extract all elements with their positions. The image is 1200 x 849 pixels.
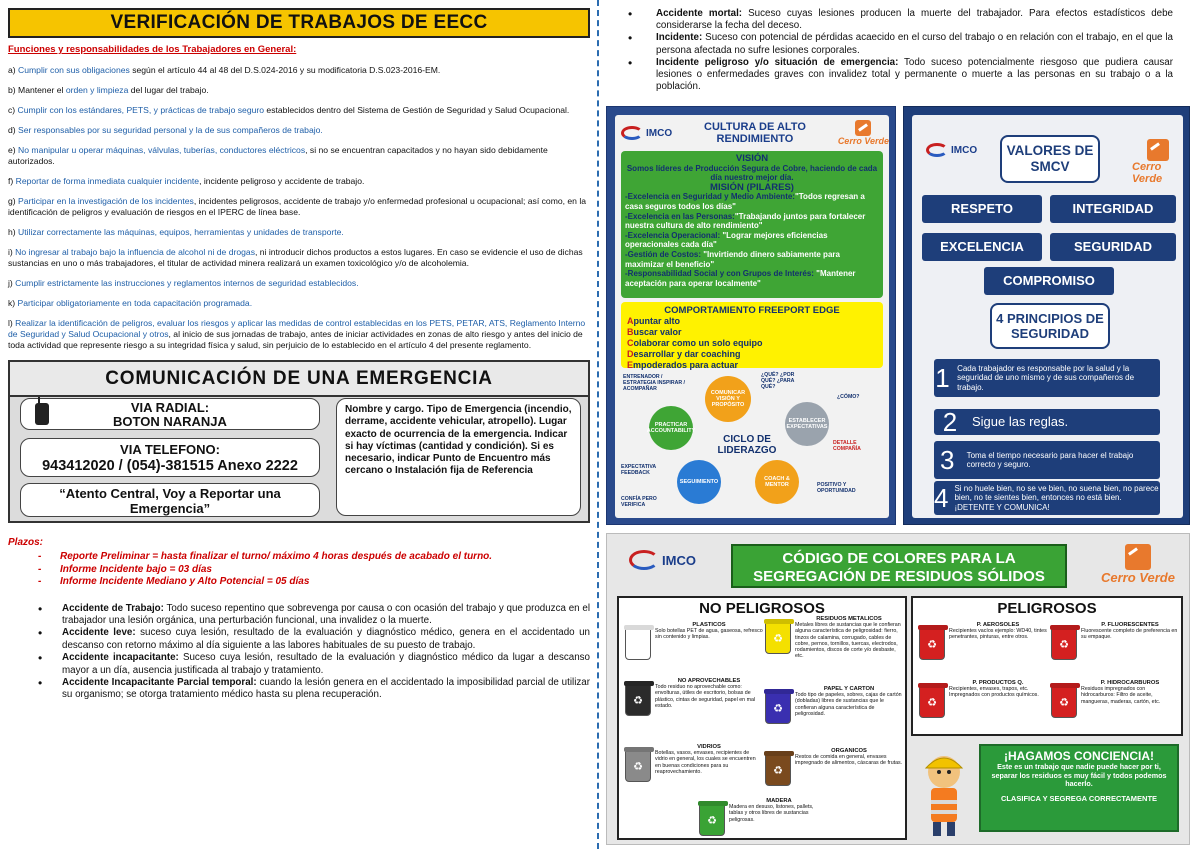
imco-swoosh-icon xyxy=(926,143,948,157)
mision-value: "Invirtiendo dinero sabiamente para maximizar el beneficio" xyxy=(625,249,840,269)
mision-item xyxy=(625,250,879,269)
mision-list xyxy=(625,192,879,288)
definition-text: Suceso cuya lesión, resultado de la evaluación y diagnóstico médico da lugar a descanso mayor a un día, ausencia justificada al trabajo y tratamiento. xyxy=(62,652,591,676)
recycle-bin-icon xyxy=(765,692,791,724)
column-divider xyxy=(597,0,599,849)
definition-term: Accidente incapacitante: xyxy=(62,652,179,664)
phone-box xyxy=(20,438,320,477)
cerro-verde-icon xyxy=(1125,544,1151,570)
phone-label: VIA TELEFONO: xyxy=(120,442,220,457)
definition-item xyxy=(628,8,1173,32)
item-highlight: No manipular u operar máquinas, válvulas, tuberías, conductores eléctricos xyxy=(18,145,306,155)
gear-coach: COACH & MENTOR xyxy=(755,460,799,504)
item-rest: , ni introducir dichos productos a estos lugares. En caso se evidencie el uso de dichas sustancias en uno o más trabajadores, el titular de actividad minera realizará un examen toxicológico y/o de alcoholemia. xyxy=(8,247,583,268)
hagamos-box xyxy=(979,744,1179,832)
recycle-bin-icon xyxy=(1051,686,1077,718)
bin-desc: Todo tipo de papeles, sobres, cajas de cartón (dobladas) libres de sustancias que le confieran alguna característica de peligrosidad. xyxy=(795,692,902,717)
vision-text: Somos líderes de Producción Segura de Cobre, haciendo de cada día nuestro mejor día. xyxy=(626,163,878,183)
bin-description xyxy=(655,622,763,660)
item-prefix: l) xyxy=(8,318,16,328)
waste-bin-item xyxy=(765,616,903,659)
bin-name: RESIDUOS METALICOS xyxy=(816,616,882,622)
cerro-verde-logo xyxy=(838,120,889,146)
note-expectativa: EXPECTATIVA FEEDBACK xyxy=(621,464,656,476)
waste-bin-item xyxy=(919,622,1047,660)
definition-term: Accidente leve: xyxy=(62,627,136,639)
waste-bin-item xyxy=(625,744,763,782)
bin-description xyxy=(1081,680,1179,718)
waste-bin-item xyxy=(625,678,763,716)
edge-rest: puntar alto xyxy=(633,316,680,326)
imco-swoosh-icon xyxy=(621,126,643,140)
plazo-item: - Informe Incidente Mediano y Alto Potencial = 05 días xyxy=(38,576,590,589)
definition-item xyxy=(38,652,590,677)
imco-text: IMCO xyxy=(646,127,673,139)
edge-letter: C xyxy=(627,338,634,348)
definition-text: Todo suceso potencialmente riesgoso que pudiera causar lesiones o enfermedades graves con invalidez total y permanente o muerte a las personas en su trabajo o a la población. xyxy=(656,56,1173,93)
edge-rest: olaborar como un solo equipo xyxy=(633,338,763,348)
emergency-panel xyxy=(8,360,590,523)
item-highlight: Participar obligatoriamente en toda capacitación programada. xyxy=(17,298,253,308)
waste-bin-item xyxy=(1051,622,1179,660)
principio-number: 2 xyxy=(942,406,958,437)
walkie-talkie-icon xyxy=(35,403,49,425)
bin-name: ORGANICOS xyxy=(831,748,867,754)
cultura-title: CULTURA DE ALTO RENDIMIENTO xyxy=(704,121,806,145)
responsibility-item xyxy=(8,125,590,136)
bin-name: P. HIDROCARBUROS xyxy=(1100,680,1160,686)
imco-swoosh-icon xyxy=(629,550,659,570)
imco-logo xyxy=(621,126,672,140)
peligrosos-box xyxy=(911,596,1183,736)
item-rest: , al inicio de sus jornadas de trabajo, antes de iniciar actividades en zonas de alto riesgo y antes del inicio de toda actividad que represente riesgo a su integridad física y salud, sin perjuicio de lo establecido en el artículo 4 del presente reglamento. xyxy=(8,329,583,350)
definition-item xyxy=(628,57,1173,94)
page-title: VERIFICACIÓN DE TRABAJOS DE EECC xyxy=(8,8,590,38)
principio-text: Sigue las reglas. xyxy=(972,414,1069,429)
edge-letter: D xyxy=(627,349,634,359)
responsibility-item xyxy=(8,247,590,269)
bin-name: VIDRIOS xyxy=(697,744,721,750)
edge-item xyxy=(627,327,877,338)
recycle-bin-icon xyxy=(765,754,791,786)
definition-text: Todo suceso repentino que sobrevenga por causa o con ocasión del trabajo y que produzca en el trabajador una lesión orgánica, una perturbación funcional, una invalidez o la muerte. xyxy=(62,602,590,626)
recycle-bin-icon xyxy=(765,622,791,654)
imco-text: IMCO xyxy=(662,552,696,568)
mision-item xyxy=(625,231,879,250)
item-highlight: Cumplir con los estándares, PETS, y prácticas de trabajo seguro xyxy=(17,105,265,115)
principio-item xyxy=(934,481,1160,515)
phone-value: 943412020 / (054)-381515 Anexo 2222 xyxy=(42,458,298,474)
item-rest: según el artículo 44 al 48 del D.S.024-2016 y su modificatoria D.S.023-2016-EM. xyxy=(129,65,441,75)
definition-term: Accidente de Trabajo: xyxy=(62,602,164,614)
note-como: ¿CÓMO? xyxy=(837,394,860,400)
definition-term: Accidente Incapacitante Parcial temporal: xyxy=(62,676,257,688)
bin-desc: Todo residuo no aprovechable como: envolturas, útiles de escritorio, bolsas de plástico, cintas de seguridad, papel en mal estado. xyxy=(655,684,756,709)
bin-description xyxy=(795,616,903,659)
value-excelencia: EXCELENCIA xyxy=(922,233,1042,261)
item-prefix: f) xyxy=(8,176,16,186)
bin-desc: Metales libres de sustancias que le confieran alguna característica de peligrosidad: fierro, tinzos de calamina, corrugado, cables de cobre, pernos, tornillos, tuercas, electrodos, rodamientos, discos de corte y/o desbaste, etc. xyxy=(795,622,901,660)
note-positivo: POSITIVO Y OPORTUNIDAD xyxy=(817,482,856,494)
waste-bin-item xyxy=(699,798,829,836)
note-entrenador: ENTRENADOR / ESTRATEGIA INSPIRAR / ACOMPAÑAR xyxy=(623,374,685,392)
recycle-bin-icon xyxy=(625,750,651,782)
mision-item xyxy=(625,269,879,288)
ciclo-label: CICLO DE LIDERAZGO xyxy=(717,434,777,456)
responsibility-item xyxy=(8,227,590,238)
principio-text: Cada trabajador es responsable por la salud y la seguridad de uno mismo y de sus compañeros de trabajo. xyxy=(957,363,1135,392)
definition-text: Suceso con potencial de pérdidas acaecido en el curso del trabajo o en relación con el trabajo, en el que la persona afectada no sufre lesiones corporales. xyxy=(656,32,1173,56)
edge-rest: mpoderados para actuar xyxy=(633,360,739,370)
bin-name: P. AEROSOLES xyxy=(976,622,1020,628)
responsibility-item xyxy=(8,298,590,309)
definition-item xyxy=(38,677,590,702)
item-prefix: c) xyxy=(8,105,18,115)
value-integridad: INTEGRIDAD xyxy=(1050,195,1176,223)
vision-title: VISIÓN xyxy=(735,153,769,164)
gear-expectativas: ESTABLECER EXPECTATIVAS xyxy=(785,402,829,446)
imco-logo xyxy=(629,550,696,570)
mision-key: -Excelencia en las Personas: xyxy=(625,211,735,221)
definition-term: Accidente mortal: xyxy=(656,8,743,19)
waste-bin-item xyxy=(1051,680,1179,718)
item-rest: , incidente peligroso y accidente de trabajo. xyxy=(199,176,365,186)
principio-item xyxy=(934,359,1160,397)
recycle-bin-icon xyxy=(919,686,945,718)
emergency-title: COMUNICACIÓN DE UNA EMERGENCIA xyxy=(10,362,588,397)
item-prefix: b) Mantener el xyxy=(8,85,66,95)
principios-title: 4 PRINCIPIOS DE SEGURIDAD xyxy=(990,303,1110,349)
responsibility-item xyxy=(8,105,590,116)
bin-description xyxy=(1081,622,1179,660)
mision-value: "Lograr mejores eficiencias operacionales cada día" xyxy=(625,230,828,250)
recycle-bin-icon xyxy=(625,684,651,716)
cerro-verde-text: Cerro Verde xyxy=(1101,570,1175,585)
item-highlight: No ingresar al trabajo bajo la influencia de alcohol ni de drogas xyxy=(15,247,255,257)
bin-desc: Restos de comida en general, envases impregnado de alimentos, cáscaras de frutas. xyxy=(795,754,903,767)
recycle-bin-icon xyxy=(1051,628,1077,660)
bin-description xyxy=(949,680,1047,718)
waste-bin-item xyxy=(919,680,1047,718)
cerro-verde-text: Cerro Verde xyxy=(1132,161,1163,185)
mision-key: -Responsabilidad Social y con Grupos de Interés: xyxy=(625,269,814,279)
item-highlight: orden y limpieza xyxy=(65,85,129,95)
no-peligrosos-title: NO PELIGROSOS xyxy=(699,600,825,617)
responsibility-item xyxy=(8,318,590,351)
edge-item xyxy=(627,349,877,360)
cerro-verde-text: Cerro Verde xyxy=(837,136,889,146)
cerro-verde-logo xyxy=(1101,544,1175,585)
edge-letter: A xyxy=(627,316,634,326)
hagamos-text: Este es un trabajo que nadie puede hacer por ti, separar los residuos es muy fácil y todos podemos hacerlo. xyxy=(991,762,1167,789)
responsibilities-list xyxy=(8,65,590,351)
gear-seguimiento: SEGUIMIENTO xyxy=(677,460,721,504)
note-confia: CONFÍA PERO VERIFICA xyxy=(621,496,657,508)
mision-value: "Todos regresan a casa seguros todos los días" xyxy=(625,192,865,211)
recycle-bin-icon xyxy=(919,628,945,660)
waste-bin-item xyxy=(625,622,763,660)
bin-name: P. PRODUCTOS Q. xyxy=(972,680,1024,686)
bin-description xyxy=(655,678,763,716)
valores-title: VALORES DE SMCV xyxy=(1000,135,1100,183)
bin-name: PLASTICOS xyxy=(692,622,726,628)
bin-desc: Recipientes vacíos ejemplo: WD40, tintes penetrantes, pinturas, entre otros. xyxy=(949,628,1047,641)
cerro-verde-icon xyxy=(855,120,871,136)
right-definitions-list xyxy=(628,8,1173,93)
bin-description xyxy=(949,622,1047,660)
cultura-panel xyxy=(606,106,896,525)
bin-name: NO APROVECHABLES xyxy=(677,678,741,684)
safety-mascot-icon xyxy=(913,746,975,838)
mision-key: -Excelencia Operacional: xyxy=(625,230,721,240)
waste-bin-item xyxy=(765,748,903,786)
cerro-verde-icon xyxy=(1147,139,1169,161)
central-phrase: “Atento Central, Voy a Reportar una Emergencia” xyxy=(20,483,320,517)
principio-number: 3 xyxy=(940,444,955,475)
definition-item xyxy=(38,627,590,652)
radio-box xyxy=(20,398,320,430)
plazos-list xyxy=(38,551,590,589)
vision-box xyxy=(621,151,883,298)
item-prefix: i) xyxy=(8,247,16,257)
value-compromiso: COMPROMISO xyxy=(984,267,1114,295)
plazo-item: - Reporte Preliminar = hasta finalizar el turno/ máximo 4 horas después de acabado el turno. xyxy=(38,551,590,564)
valores-panel xyxy=(903,106,1190,525)
peligrosos-title: PELIGROSOS xyxy=(997,600,1097,617)
edge-box xyxy=(621,302,883,368)
mision-key: -Gestión de Costos: xyxy=(625,249,702,259)
item-highlight: Cumplir estrictamente las instrucciones y reglamentos internos de seguridad establecidos. xyxy=(15,278,359,288)
bin-description xyxy=(795,748,903,786)
edge-item xyxy=(627,316,877,327)
item-highlight: Participar en la investigación de los incidentes xyxy=(18,196,194,206)
edge-title: COMPORTAMIENTO FREEPORT EDGE xyxy=(664,305,840,316)
value-respeto: RESPETO xyxy=(922,195,1042,223)
residuos-panel xyxy=(606,533,1190,845)
item-highlight: Ser responsables por su seguridad personal y la de sus compañeros de trabajo. xyxy=(18,125,323,135)
item-prefix: j) xyxy=(8,278,16,288)
bin-desc: Madera en desuso, listones, pallets, tablas y otros libres de sustancias peligrosas. xyxy=(729,804,814,823)
principio-text: Si no huele bien, no se ve bien, no suena bien, no parece bien, no te sientes bien, entonces no está bien. ¡DETENTE Y COMUNICA! xyxy=(954,483,1159,512)
leadership-cycle xyxy=(621,372,883,512)
item-highlight: Realizar la identificación de peligros, evaluar los riesgos y aplicar las medidas de control establecidas en los PETS, PETAR, ATS, Reglamento Interno de Seguridad y Salud Ocupacional y otros xyxy=(8,318,586,339)
mision-key: -Excelencia en Seguridad y Medio Ambiente: xyxy=(625,192,795,202)
item-rest: , si no se encuentran capacitados y no hayan sido debidamente autorizados. xyxy=(8,145,548,166)
item-rest: establecidos dentro del Sistema de Gestión de Seguridad y Salud Ocupacional. xyxy=(264,105,570,115)
mision-item xyxy=(625,192,879,211)
item-prefix: a) xyxy=(8,65,19,75)
principio-number: 1 xyxy=(935,362,950,393)
section-subtitle: Funciones y responsabilidades de los Trabajadores en General: xyxy=(8,44,297,55)
responsibility-item xyxy=(8,145,590,167)
recycle-bin-icon xyxy=(625,628,651,660)
responsibility-item xyxy=(8,65,590,76)
bin-description xyxy=(729,798,829,836)
definition-item xyxy=(628,32,1173,56)
edge-item xyxy=(627,338,877,349)
edge-list xyxy=(627,316,877,371)
bin-desc: Botellas, vasos, envases, recipientes de vidrio en general, los cuales se encuentren en buenas condiciones para su reaprovechamiento. xyxy=(655,750,756,775)
principio-item xyxy=(934,441,1160,479)
waste-bin-item xyxy=(765,686,903,724)
bin-description xyxy=(795,686,903,724)
emergency-info: Nombre y cargo. Tipo de Emergencia (incendio, derrame, accidente vehicular, atropello). Lugar exacto de ocurrencia de la emergencia. Indicar si hay víctimas (cantidad y condición). Si es necesario, indicar Punto de Encuentro más cercano o Instalación fija de Referencia xyxy=(336,398,581,516)
responsibility-item xyxy=(8,176,590,187)
definition-text: Suceso cuyas lesiones producen la muerte del trabajador. Para efectos estadísticos debe considerarse la fecha del deceso. xyxy=(656,8,1173,32)
item-prefix: k) xyxy=(8,298,18,308)
mision-title: MISIÓN (PILARES) xyxy=(710,181,794,193)
definitions-list xyxy=(8,603,590,702)
edge-rest: uscar valor xyxy=(633,327,682,337)
residuos-title: CÓDIGO DE COLORES PARA LA SEGREGACIÓN DE RESIDUOS SÓLIDOS xyxy=(731,544,1067,588)
responsibility-item xyxy=(8,278,590,289)
bin-name: P. FLUORESCENTES xyxy=(1101,622,1159,628)
no-peligrosos-box xyxy=(617,596,907,840)
note-detalle: DETALLE COMPAÑÍA xyxy=(833,440,861,452)
mision-value: "Mantener aceptación para operar localmente" xyxy=(625,269,856,288)
bin-name: PAPEL Y CARTON xyxy=(823,686,875,692)
bin-desc: Recipientes, envases, trapos, etc. Impregnados con productos químicos. xyxy=(949,686,1039,699)
item-rest: , incidentes peligrosos, accidente de trabajo y/o enfermedad profesional u ocupacional; así como, en la identificación de peligros y evaluación de riesgos en el IPERC de línea base. xyxy=(8,196,587,217)
recycle-bin-icon xyxy=(699,804,725,836)
bin-desc: Fluorescente completo de preferencia en su empaque. xyxy=(1081,628,1178,641)
left-column xyxy=(8,8,590,702)
plazo-item: - Informe Incidente bajo = 03 días xyxy=(38,564,590,577)
bin-description xyxy=(655,744,763,782)
mision-item xyxy=(625,212,879,231)
imco-text: IMCO xyxy=(951,144,978,156)
definition-item xyxy=(38,603,590,628)
plazos-title: Plazos: xyxy=(8,537,44,548)
item-highlight: Reportar de forma inmediata cualquier incidente xyxy=(15,176,200,186)
bin-desc: Solo botellas PET de agua, gaseosa, refresco sin contenido y limpias. xyxy=(655,628,763,641)
hagamos-cta: CLASIFICA Y SEGREGA CORRECTAMENTE xyxy=(1000,793,1158,803)
gear-accountability: PRACTICAR ACCOUNTABILITY xyxy=(649,406,693,450)
cultura-header xyxy=(615,115,889,151)
item-prefix: g) xyxy=(8,196,19,206)
cerro-verde-logo xyxy=(1132,139,1183,185)
responsibility-item xyxy=(8,196,590,218)
definition-term: Incidente: xyxy=(656,32,703,44)
edge-letter: B xyxy=(627,327,634,337)
definition-text: cuando la lesión genera en el accidentado la imposibilidad parcial de utilizar su organismo; se otorga tratamiento médico hasta su plena recuperación. xyxy=(62,676,590,701)
gear-comunicar: COMUNICAR VISIÓN Y PROPÓSITO xyxy=(705,376,751,422)
radio-value: BOTON NARANJA xyxy=(113,414,227,429)
item-prefix: e) xyxy=(8,145,19,155)
bin-desc: Residuos impregnados con hidrocarburos: Filtro de aceite, mangueras, maderas, cartón, etc. xyxy=(1081,686,1161,705)
edge-item xyxy=(627,360,877,371)
radio-label: VIA RADIAL: xyxy=(130,400,210,415)
item-prefix: h) xyxy=(8,227,19,237)
value-seguridad: SEGURIDAD xyxy=(1050,233,1176,261)
edge-letter: E xyxy=(627,360,634,370)
principio-number: 4 xyxy=(934,482,949,513)
hagamos-title: ¡HAGAMOS CONCIENCIA! xyxy=(1004,749,1154,763)
principio-item xyxy=(934,406,1160,437)
item-prefix: d) xyxy=(8,125,19,135)
definition-term: Incidente peligroso y/o situación de emergencia: xyxy=(656,56,899,68)
edge-rest: esarrollar y dar coaching xyxy=(633,349,741,359)
imco-logo xyxy=(926,143,977,157)
bin-name: MADERA xyxy=(766,798,792,804)
principio-text: Toma el tiempo necesario para hacer el trabajo correcto y seguro. xyxy=(966,450,1134,469)
item-highlight: Utilizar correctamente las máquinas, equipos, herramientas y unidades de transporte. xyxy=(18,227,344,237)
item-rest: del lugar del trabajo. xyxy=(128,85,209,95)
mision-value: "Trabajando juntos para fortalecer nuestra cultura de alto rendimiento" xyxy=(625,211,866,231)
responsibility-item xyxy=(8,85,590,96)
note-que: ¿QUÉ? ¿POR QUÉ? ¿PARA QUÉ? xyxy=(761,372,795,390)
definition-text: suceso cuya lesión, resultado de la evaluación y diagnóstico médico, genera en el accidentado un descanso con retorno máximo al día siguiente a las labores habituales de su puesto de trabajo. xyxy=(62,627,591,651)
item-highlight: Cumplir con sus obligaciones xyxy=(18,65,130,75)
